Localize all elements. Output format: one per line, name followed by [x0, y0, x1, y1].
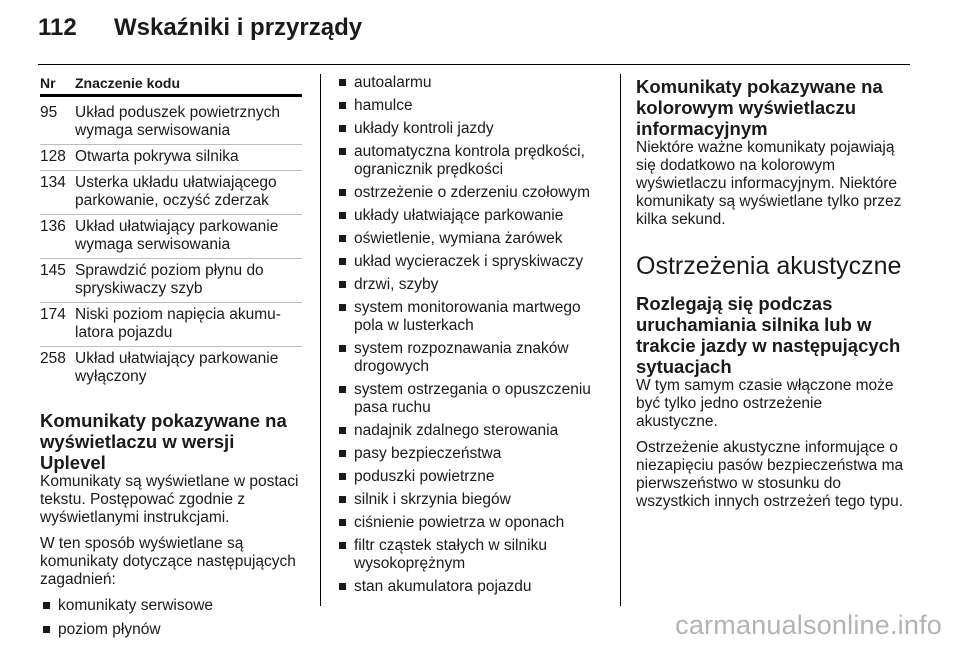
column-middle [336, 74, 606, 601]
list-item: stan akumulatora pojazdu [336, 578, 606, 596]
table-row [40, 347, 302, 390]
topics-list [336, 74, 606, 596]
code-number: 134 [40, 174, 66, 191]
code-meaning: Sprawdzić poziom płynu do spryskiwaczy szyb [75, 262, 264, 297]
color-display-paragraph: Niektóre ważne komunikaty pojawiają się dodatkowo na kolorowym wyświetlaczu informacyjnym. Niektóre komunikaty są wyświetlane tylko przez kilka sekund. [636, 139, 902, 228]
list-item: system ostrzegania o opuszczeniu pasa ruchu [336, 381, 606, 417]
list-item: ostrzeżenie o zderzeniu czołowym [336, 184, 606, 202]
table-row [40, 215, 302, 259]
color-display-heading: Komunikaty pokazywane na kolorowym wyświetlaczu informacyjnym [636, 76, 883, 139]
column-divider [320, 74, 321, 606]
list-item: filtr cząstek stałych w silniku wysokoprężnym [336, 537, 606, 573]
col-header-nr: Nr [40, 75, 56, 91]
acoustic-paragraph-2: Ostrzeżenie akustyczne informujące o niezapięciu pasów bezpieczeństwa ma pierwszeństwo w stosunku do wszystkich innych ostrzeżeń tego typu. [636, 439, 904, 510]
list-item: ciśnienie powietrza w oponach [336, 514, 606, 532]
code-meaning: Układ poduszek powietrznych wymaga serwisowania [75, 104, 281, 139]
uplevel-paragraph-1: Komunikaty są wyświetlane w postaci tekstu. Postępować zgodnie z wyświetlanymi instrukcjami. [40, 473, 299, 526]
list-item: układy kontroli jazdy [336, 120, 606, 138]
list-item: układ wycieraczek i spryskiwaczy [336, 253, 606, 271]
page-number: 112 [38, 14, 77, 41]
list-item: automatyczna kontrola prędkości, ogranicznik prędkości [336, 143, 606, 179]
list-item: hamulce [336, 97, 606, 115]
code-meaning: Otwarta pokrywa silnika [75, 148, 239, 165]
table-row [40, 101, 302, 145]
list-item: silnik i skrzynia biegów [336, 491, 606, 509]
acoustic-title: Ostrzeżenia akustyczne [636, 252, 902, 280]
table-row [40, 259, 302, 303]
code-table-header [40, 74, 302, 97]
watermark: carmanualsonline.info [675, 610, 942, 640]
uplevel-list [40, 597, 302, 639]
list-item: poziom płynów [40, 621, 302, 639]
table-row [40, 171, 302, 215]
header-divider [38, 64, 910, 65]
list-item: układy ułatwiające parkowanie [336, 207, 606, 225]
list-item: drzwi, szyby [336, 276, 606, 294]
list-item: system monitorowania martwego pola w lusterkach [336, 299, 606, 335]
code-meaning: Układ ułatwiający parkowanie wyłączony [75, 350, 279, 385]
code-meaning: Niski poziom napięcia akumu-latora pojazdu [75, 306, 281, 341]
code-table [40, 101, 302, 390]
code-meaning: Układ ułatwiający parkowanie wymaga serwisowania [75, 218, 279, 253]
column-right [636, 74, 906, 519]
column-left [40, 74, 302, 645]
table-row [40, 303, 302, 347]
list-item: oświetlenie, wymiana żarówek [336, 230, 606, 248]
col-header-meaning: Znaczenie kodu [75, 75, 181, 91]
list-item: autoalarmu [336, 74, 606, 92]
code-number: 174 [40, 306, 66, 323]
code-number: 258 [40, 350, 66, 367]
acoustic-paragraph-1: W tym samym czasie włączone może być tylko jedno ostrzeżenie akustyczne. [636, 377, 894, 430]
code-meaning: Usterka układu ułatwiającego parkowanie, oczyść zderzak [75, 174, 277, 209]
code-number: 95 [40, 104, 58, 121]
list-item: pasy bezpieczeństwa [336, 445, 606, 463]
code-number: 136 [40, 218, 66, 235]
uplevel-heading: Komunikaty pokazywane na wyświetlaczu w wersji Uplevel [40, 410, 287, 473]
list-item: nadajnik zdalnego sterowania [336, 422, 606, 440]
acoustic-subheading: Rozlegają się podczas uruchamiania silnika lub w trakcie jazdy w następujących sytuacjach [636, 293, 901, 377]
list-item: komunikaty serwisowe [40, 597, 302, 615]
page-title: Wskaźniki i przyrządy [114, 14, 363, 41]
column-divider [620, 74, 621, 606]
uplevel-paragraph-2: W ten sposób wyświetlane są komunikaty dotyczące następujących zagadnień: [40, 535, 296, 588]
code-number: 128 [40, 148, 66, 165]
code-number: 145 [40, 262, 66, 279]
list-item: system rozpoznawania znaków drogowych [336, 340, 606, 376]
list-item: poduszki powietrzne [336, 468, 606, 486]
page-header [38, 14, 910, 42]
table-row [40, 145, 302, 171]
